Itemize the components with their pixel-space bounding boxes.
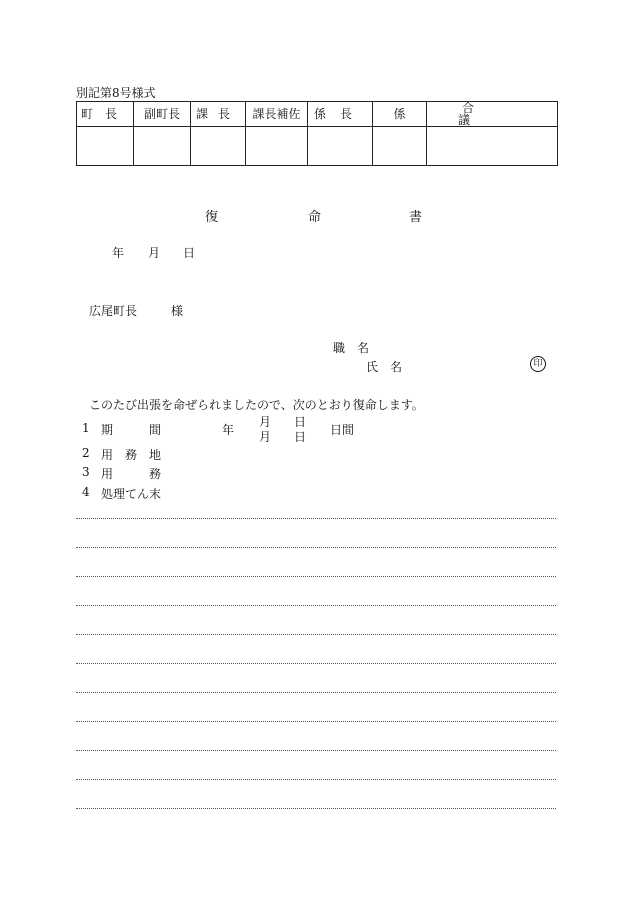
approval-stamp-cell[interactable] <box>246 127 308 166</box>
approval-stamp-cell[interactable] <box>191 127 246 166</box>
title-char: 書 <box>409 210 423 225</box>
writing-line <box>76 576 556 577</box>
title-char: 復 <box>205 210 219 225</box>
writing-line <box>76 750 556 751</box>
approval-header-section-chief <box>191 102 246 127</box>
approval-stamp-cell[interactable] <box>134 127 191 166</box>
approval-stamp-cell[interactable] <box>308 127 373 166</box>
approval-header-mayor <box>77 102 134 127</box>
statement: このたび出張を命ぜられましたので、次のとおり復命します。 <box>89 398 424 412</box>
addressee-name: 広尾町長 <box>89 304 138 318</box>
item-number: 4 <box>82 485 90 499</box>
writing-line <box>76 779 556 780</box>
period-month-to: 月 <box>259 430 272 444</box>
title-char: 命 <box>308 210 322 225</box>
item-label-business: 用 務 <box>101 467 162 481</box>
approval-label: 係長 <box>313 107 366 121</box>
approval-label: 課長 <box>195 107 240 121</box>
writing-line <box>76 605 556 606</box>
addressee-honorific: 様 <box>171 304 184 318</box>
item-number: 2 <box>82 446 90 460</box>
form-label: 別記第8号様式 <box>76 86 156 100</box>
approval-header-staff <box>373 102 427 127</box>
reporter-name-label: 氏 名 <box>366 360 403 374</box>
period-day-from: 日 <box>294 415 307 429</box>
approval-label: 係 <box>393 107 406 121</box>
date-month: 月 <box>148 246 161 260</box>
date-year: 年 <box>112 246 125 260</box>
period-month-from: 月 <box>259 415 272 429</box>
approval-label: 副町長 <box>143 107 180 121</box>
approval-label: 課長補佐 <box>252 107 301 121</box>
approval-stamp-cell[interactable] <box>427 127 558 166</box>
writing-line <box>76 692 556 693</box>
item-number: 1 <box>82 421 90 435</box>
approval-header-unit-chief <box>308 102 373 127</box>
writing-line <box>76 721 556 722</box>
approval-header-consultation <box>427 102 558 127</box>
approval-header-assistant-chief <box>246 102 308 127</box>
approval-table <box>76 101 558 166</box>
writing-line <box>76 547 556 548</box>
approval-stamp-cell[interactable] <box>373 127 427 166</box>
writing-line <box>76 634 556 635</box>
date-day: 日 <box>183 246 196 260</box>
approval-label: 町長 <box>80 107 129 121</box>
reporter-title-label: 職 名 <box>333 341 370 355</box>
writing-line <box>76 518 556 519</box>
approval-stamp-cell[interactable] <box>77 127 134 166</box>
seal-mark-icon: 印 <box>530 356 546 372</box>
writing-line <box>76 663 556 664</box>
period-year: 年 <box>222 423 235 437</box>
item-number: 3 <box>82 465 90 479</box>
item-label-period: 期 間 <box>101 423 162 437</box>
approval-label: 合議 <box>457 101 530 127</box>
writing-line <box>76 808 556 809</box>
approval-header-deputy-mayor <box>134 102 191 127</box>
period-day-to: 日 <box>294 430 307 444</box>
period-days: 日間 <box>330 423 355 437</box>
item-label-destination: 用 務 地 <box>101 448 162 462</box>
item-label-result: 処理てん末 <box>101 487 162 501</box>
